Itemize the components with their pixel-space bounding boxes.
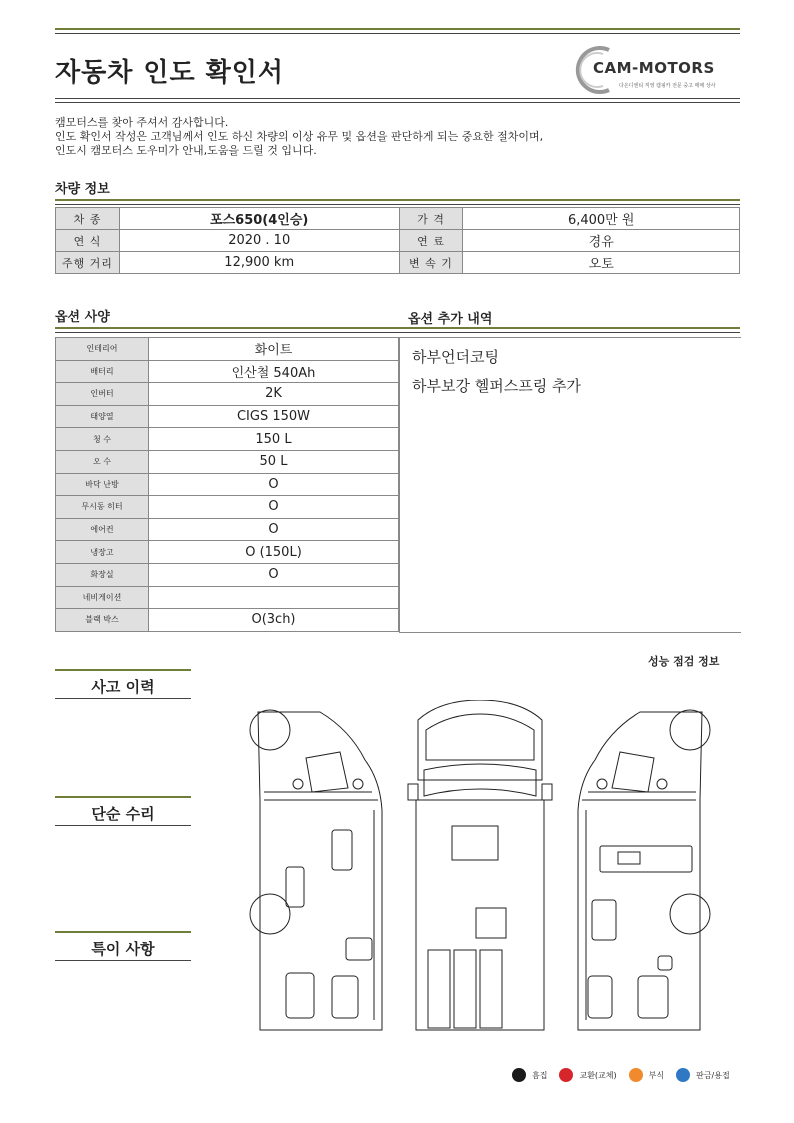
table-row: [56, 252, 740, 274]
notes-rule: [55, 931, 191, 933]
cam-motors-logo: [575, 44, 745, 96]
options-rule-thin: [55, 332, 740, 333]
vehicle-label: 주행 거리: [56, 252, 120, 274]
vehicle-value: 포스650(4인승): [119, 208, 399, 230]
table-row: [56, 496, 399, 519]
table-row: [56, 405, 399, 428]
special-notes-label: 특이 사항: [91, 940, 155, 958]
header-top-rule-thin: [55, 33, 740, 34]
notes-rule-bottom: [55, 960, 191, 961]
option-label: 에어컨: [56, 518, 149, 541]
option-value: O: [149, 473, 399, 496]
intro-text: [55, 116, 543, 158]
inspection-title: 성능 점검 정보: [648, 655, 720, 668]
option-value: [149, 586, 399, 609]
logo-brand: CAM-MOTORS: [593, 59, 715, 77]
vehicle-label: 연 식: [56, 230, 120, 252]
option-label: 냉장고: [56, 541, 149, 564]
accident-history-label: 사고 이력: [91, 678, 155, 696]
additional-options-box: [399, 337, 741, 633]
table-row: [56, 541, 399, 564]
repair-rule-bottom: [55, 825, 191, 826]
vehicle-label: 차 종: [56, 208, 120, 230]
vehicle-value: 오토: [463, 252, 740, 274]
option-label: 바닥 난방: [56, 473, 149, 496]
option-value: O (150L): [149, 541, 399, 564]
table-row: [56, 609, 399, 632]
table-row: [56, 563, 399, 586]
logo-tagline: 다온디엔티 직영 캠핑카 전문 중고 매매 상사: [619, 83, 716, 89]
vehicle-value: 경유: [463, 230, 740, 252]
intro-line: 인도 확인서 작성은 고객님께서 인도 하신 차량의 이상 유무 및 옵션을 판단하게 되는 중요한 절차이며,: [55, 130, 544, 143]
accident-rule-bottom: [55, 698, 191, 699]
header-top-rule: [55, 28, 740, 30]
intro-line: 인도시 캠모터스 도우미가 안내,도움을 드릴 것 입니다.: [55, 144, 317, 157]
legend-dot: [512, 1068, 526, 1082]
options-table: [55, 337, 399, 632]
simple-repair-label: 단순 수리: [91, 805, 155, 823]
vehicle-label: 변 속 기: [399, 252, 463, 274]
option-label: 블랙 박스: [56, 609, 149, 632]
legend-label: 판금/용접: [696, 1070, 730, 1080]
table-row: [56, 428, 399, 451]
option-label: 인테리어: [56, 338, 149, 361]
vehicle-damage-diagram: [240, 700, 720, 1040]
table-row: [56, 473, 399, 496]
table-row: [56, 383, 399, 406]
option-label: 청 수: [56, 428, 149, 451]
table-row: [56, 208, 740, 230]
option-label: 태양열: [56, 405, 149, 428]
legend-label: 흠집: [532, 1070, 548, 1080]
option-value: O: [149, 496, 399, 519]
legend-dot: [559, 1068, 573, 1082]
options-section-title: 옵션 사양: [55, 310, 110, 325]
page-title: 자동차 인도 확인서: [55, 58, 285, 88]
legend-label: 교환(교체): [579, 1070, 617, 1080]
vehicle-rule: [55, 199, 740, 201]
header-bottom-rule-2: [55, 102, 740, 103]
option-value: O: [149, 563, 399, 586]
legend-label: 부식: [648, 1070, 665, 1080]
option-label: 화장실: [56, 563, 149, 586]
table-row: [56, 450, 399, 473]
vehicle-value: 12,900 km: [119, 252, 399, 274]
accident-rule: [55, 669, 191, 671]
option-value: 2K: [149, 383, 399, 406]
option-label: 무시동 히터: [56, 496, 149, 519]
option-value: 50 L: [149, 450, 399, 473]
damage-legend: [512, 1068, 730, 1082]
left-side-view: [250, 710, 382, 1030]
option-value: CIGS 150W: [149, 405, 399, 428]
table-row: [56, 360, 399, 383]
repair-rule: [55, 796, 191, 798]
legend-dot: [629, 1068, 643, 1082]
option-value: O: [149, 518, 399, 541]
vehicle-label: 가 격: [399, 208, 463, 230]
vehicle-section-title: 차량 정보: [55, 182, 110, 197]
options-rule: [55, 327, 740, 329]
header-bottom-rule: [55, 98, 740, 99]
option-label: 배터리: [56, 360, 149, 383]
option-value: 인산철 540Ah: [149, 360, 399, 383]
table-row: [56, 518, 399, 541]
right-side-view: [578, 710, 710, 1030]
vehicle-value: 6,400만 원: [463, 208, 740, 230]
legend-dot: [676, 1068, 690, 1082]
table-row: [56, 230, 740, 252]
vehicle-rule-thin: [55, 204, 740, 205]
top-view: [408, 700, 552, 1030]
additional-item: 하부언더코팅: [412, 348, 499, 366]
vehicle-label: 연 료: [399, 230, 463, 252]
option-label: 인버터: [56, 383, 149, 406]
additional-section-title: 옵션 추가 내역: [408, 312, 493, 327]
option-value: 화이트: [149, 338, 399, 361]
intro-line: 캠모터스를 찾아 주셔서 감사합니다.: [55, 116, 229, 129]
vehicle-info-table: [55, 207, 740, 274]
option-label: 오 수: [56, 450, 149, 473]
option-value: 150 L: [149, 428, 399, 451]
option-label: 네비게이션: [56, 586, 149, 609]
vehicle-value: 2020 . 10: [119, 230, 399, 252]
additional-item: 하부보강 헬퍼스프링 추가: [412, 377, 581, 395]
table-row: [56, 338, 399, 361]
option-value: O(3ch): [149, 609, 399, 632]
table-row: [56, 586, 399, 609]
